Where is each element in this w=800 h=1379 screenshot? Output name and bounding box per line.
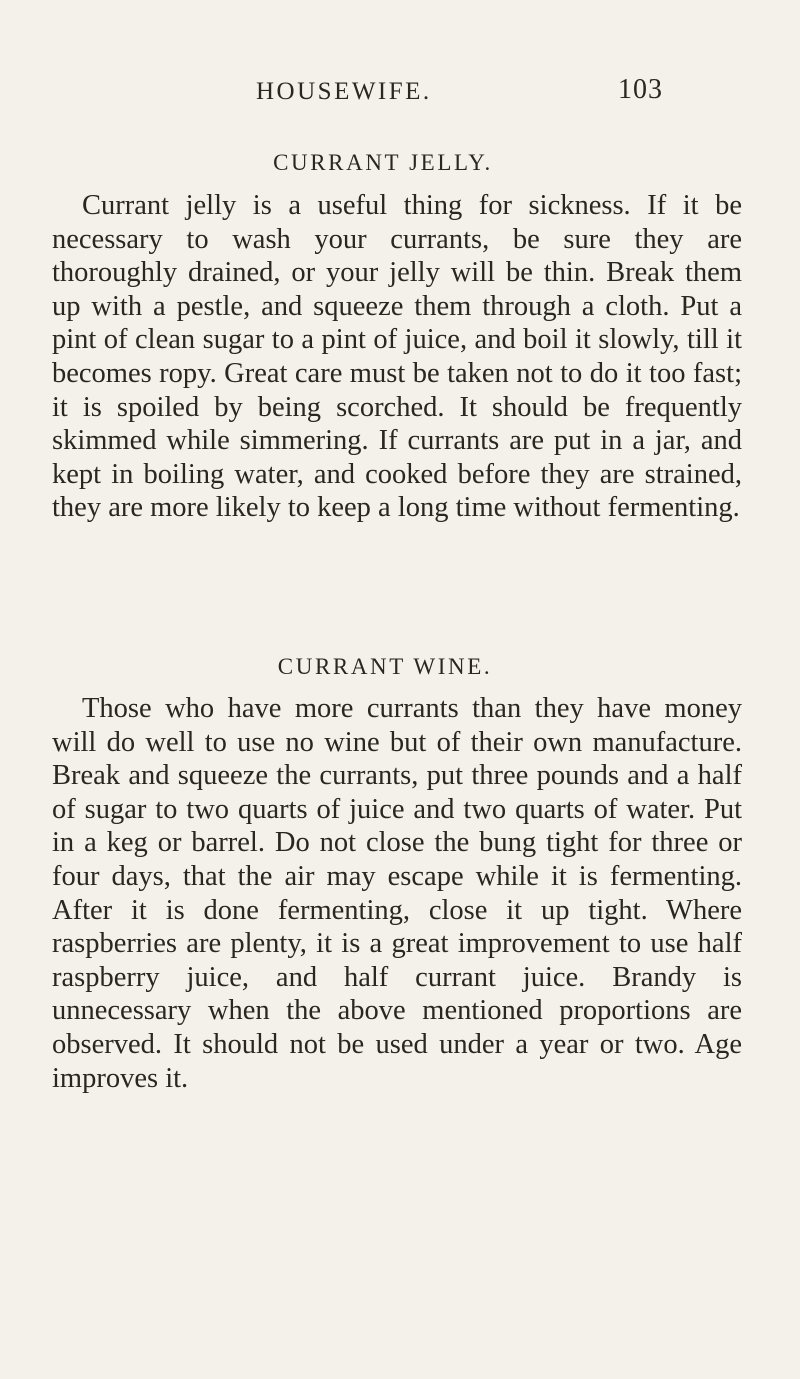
running-title: HOUSEWIFE. (256, 78, 432, 105)
section-heading: CURRANT JELLY. (273, 150, 493, 175)
running-header (0, 74, 800, 114)
section-body: Those who have more currants than they have money will do well to use no wine but of their own manufacture. Break and squeeze the currants, put three pounds and a half of sugar to two quarts of juice and two quarts of water. Put in a keg or barrel. Do not close the bung tight for three or four days, that the air may escape while it is fermenting. After it is done fermenting, close it up tight. Where raspberries are plenty, it is a great improvement to use half raspberry juice, and half currant juice. Brandy is unnecessary when the above mentioned proportions are observed. It should not be used under a year or two. Age improves it. (52, 693, 742, 1094)
section-currant-wine (52, 654, 742, 1095)
section-currant-jelly (52, 150, 742, 525)
section-body: Currant jelly is a useful thing for sickness. If it be necessary to wash your currants, be sure they are thoroughly drained, or your jelly will be thin. Break them up with a pestle, and squeeze them through a cloth. Put a pint of clean sugar to a pint of juice, and boil it slowly, till it becomes ropy. Great care must be taken not to do it too fast; it is spoiled by being scorched. It should be frequently skimmed while simmering. If currants are put in a jar, and kept in boiling water, and cooked before they are strained, they are more likely to keep a long time without fermenting. (52, 190, 742, 524)
page-number: 103 (618, 74, 663, 105)
section-heading: CURRANT WINE. (277, 654, 493, 679)
